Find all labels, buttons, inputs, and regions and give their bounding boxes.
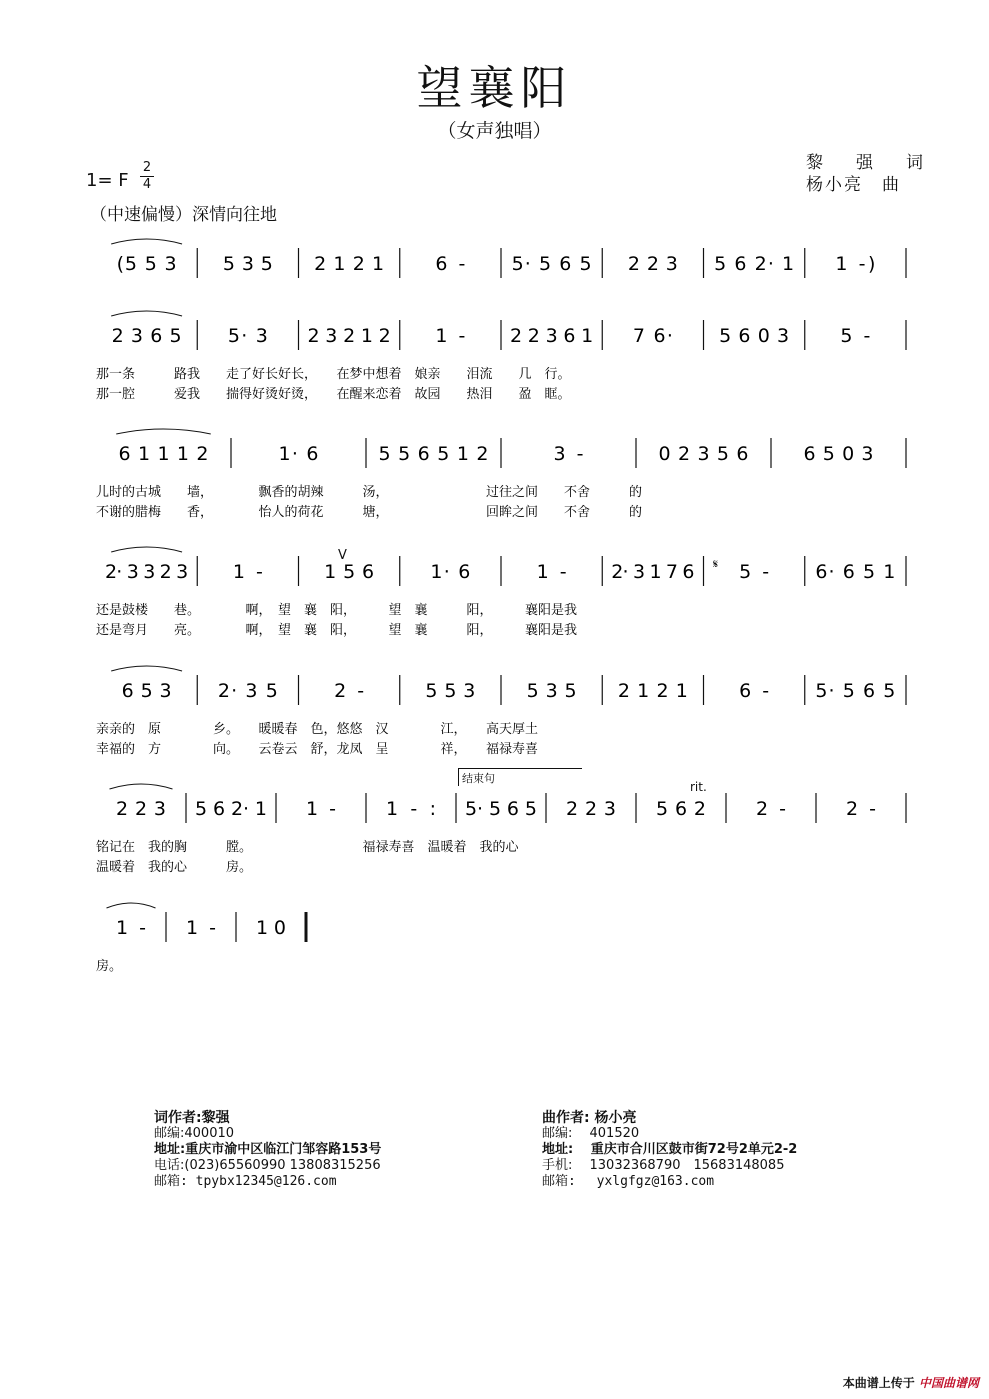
measure: 6 - <box>435 253 466 275</box>
lyric-line: 还是鼓楼 巷。 啊， 望 襄 阳， 望 襄 阳， 襄阳是我 <box>96 603 578 618</box>
composer-name: 曲作者: 杨小亮 <box>542 1110 637 1126</box>
slur <box>111 666 182 671</box>
tempo-marking: （中速偏慢）深情向往地 <box>90 205 277 225</box>
measure: 6 1 1 1 2 <box>118 443 209 465</box>
lyric-line: 不谢的腊梅 香， 怡人的荷花 塘， 回眸之间 不舍 的 <box>96 505 643 520</box>
measure: 5· 5 6 5 <box>465 798 537 820</box>
measure: 2 2 3 <box>116 798 166 820</box>
composer-address: 地址: 重庆市合川区鼓市街72号2单元2-2 <box>542 1142 798 1157</box>
measure: 1 - <box>306 798 336 820</box>
song-subtitle: （女声独唱） <box>437 120 552 142</box>
measure: 1 - <box>435 325 466 347</box>
measure: 0 2 3 5 6 <box>658 443 749 465</box>
measure: 2 - <box>846 798 876 820</box>
slur <box>107 903 156 908</box>
measure: 5 6 0 3 <box>719 325 790 347</box>
slur <box>110 784 173 789</box>
measure: 5 5 3 <box>425 680 476 702</box>
measure: 1 - <box>536 561 567 583</box>
measure: 2· 3 1 7 6 <box>611 561 695 583</box>
measure: 2 1 2 1 <box>314 253 385 275</box>
measure: 1 - <box>116 917 146 939</box>
composer-credit: 杨小亮 曲 <box>806 175 901 195</box>
lyricist-credit: 黎 强 词 <box>806 153 931 173</box>
slur <box>116 429 211 434</box>
measure: 2 2 3 <box>566 798 616 820</box>
site-logo[interactable]: 中国曲谱网 <box>918 1376 979 1390</box>
measure: 5· 5 6 5 <box>511 253 592 275</box>
lyric-line: 亲亲的 原 乡。 暖暖春 色，悠悠 汉 江， 高天厚土 <box>96 722 539 737</box>
measure: 6 5 3 <box>121 680 172 702</box>
lyricist-address: 地址:重庆市渝中区临江门邹容路153号 <box>154 1142 382 1157</box>
measure: 2 1 2 1 <box>617 680 688 702</box>
lyric-line: 那一腔 爱我 揣得好烫好烫， 在醒来恋着 故园 热泪 盈 眶。 <box>96 387 571 402</box>
lyric-line: 房。 <box>96 959 123 974</box>
measure: 5 3 5 <box>526 680 577 702</box>
measure: 1 - <box>186 917 216 939</box>
slur <box>111 239 182 244</box>
measure: 1 0 <box>256 917 286 939</box>
measure: 2 3 2 1 2 <box>307 325 391 347</box>
lyricist-contact <box>154 1110 381 1190</box>
measure: 5· 5 6 5 <box>815 680 896 702</box>
lyricist-name: 词作者:黎强 <box>154 1110 230 1126</box>
key-signature: 1= F <box>86 170 129 191</box>
slur <box>111 311 182 316</box>
lyric-line: 温暖着 我的心 房。 <box>96 860 253 875</box>
composer-postcode: 邮编: 401520 <box>542 1126 640 1141</box>
ending-label: 结束句 <box>462 772 495 785</box>
lyricist-phone: 电话:(023)65560990 13808315256 <box>154 1158 381 1173</box>
measure: 1 - <box>232 561 263 583</box>
time-sig-bottom: 4 <box>142 177 152 192</box>
measure: 1 - : <box>386 798 436 820</box>
lyric-line: 幸福的 方 向。 云卷云 舒，龙凤 呈 祥， 福禄寿喜 <box>96 742 539 757</box>
measure: 5 - <box>739 561 770 583</box>
measure: 5· 3 <box>227 325 268 347</box>
measure: 2 2 3 <box>627 253 678 275</box>
measure: 5 6 2· 1 <box>714 253 795 275</box>
song-title: 望襄阳 <box>416 61 573 115</box>
measure: 3 - <box>553 443 584 465</box>
composer-contact <box>542 1110 797 1190</box>
measure: 5 5 6 5 1 2 <box>378 443 489 465</box>
composer-phone: 手机: 13032368790 15683148085 <box>542 1158 785 1173</box>
upload-credit <box>843 1374 979 1391</box>
lyricist-postcode: 邮编:400010 <box>154 1126 235 1141</box>
measure: 5 - <box>840 325 871 347</box>
measure: 2 2 3 6 1 <box>510 325 594 347</box>
composer-email: 邮箱: yxlgfgz@163.com <box>542 1174 715 1189</box>
measure: 1 -) <box>835 253 876 275</box>
measure: 2 - <box>334 680 365 702</box>
measure: 5 6 2· 1 <box>195 798 267 820</box>
measure: 2 - <box>756 798 786 820</box>
measure: 2· 3 3 2 3 <box>105 561 189 583</box>
measure: 5 3 5 <box>222 253 273 275</box>
time-sig-top: 2 <box>142 160 152 175</box>
lyric-line: 那一条 路我 走了好长好长， 在梦中想着 娘亲 泪流 几 行。 <box>96 367 571 382</box>
lyric-line: 儿时的古城 墙， 飘香的胡辣 汤， 过往之间 不舍 的 <box>96 485 643 500</box>
segno-mark: 𝄋 <box>713 557 719 571</box>
measure: 1· 6 <box>278 443 319 465</box>
measure: 6· 6 5 1 <box>815 561 896 583</box>
measure: 6 5 0 3 <box>803 443 874 465</box>
upload-text: 本曲谱上传于 <box>842 1376 915 1390</box>
ending-bracket <box>458 768 582 786</box>
lyricist-email: 邮箱: tpybx12345@126.com <box>154 1174 337 1189</box>
measure: 7 6· <box>632 325 673 347</box>
lyric-line: 还是弯月 亮。 啊， 望 襄 阳， 望 襄 阳， 襄阳是我 <box>96 623 578 638</box>
rit-marking: rit. <box>690 780 707 794</box>
measure: 1· 6 <box>430 561 471 583</box>
breath-mark: V <box>338 548 347 563</box>
lyric-line: 铭记在 我的胸 膛。 福禄寿喜 温暖着 我的心 <box>96 840 519 855</box>
measure: 2· 3 5 <box>217 680 278 702</box>
measure: 1 5 6 <box>324 561 375 583</box>
measure: 6 - <box>739 680 770 702</box>
measure: 2 3 6 5 <box>111 325 182 347</box>
measure: 5 6 2 <box>656 798 706 820</box>
slur <box>111 547 182 552</box>
measure: (5 5 3 <box>116 253 177 275</box>
